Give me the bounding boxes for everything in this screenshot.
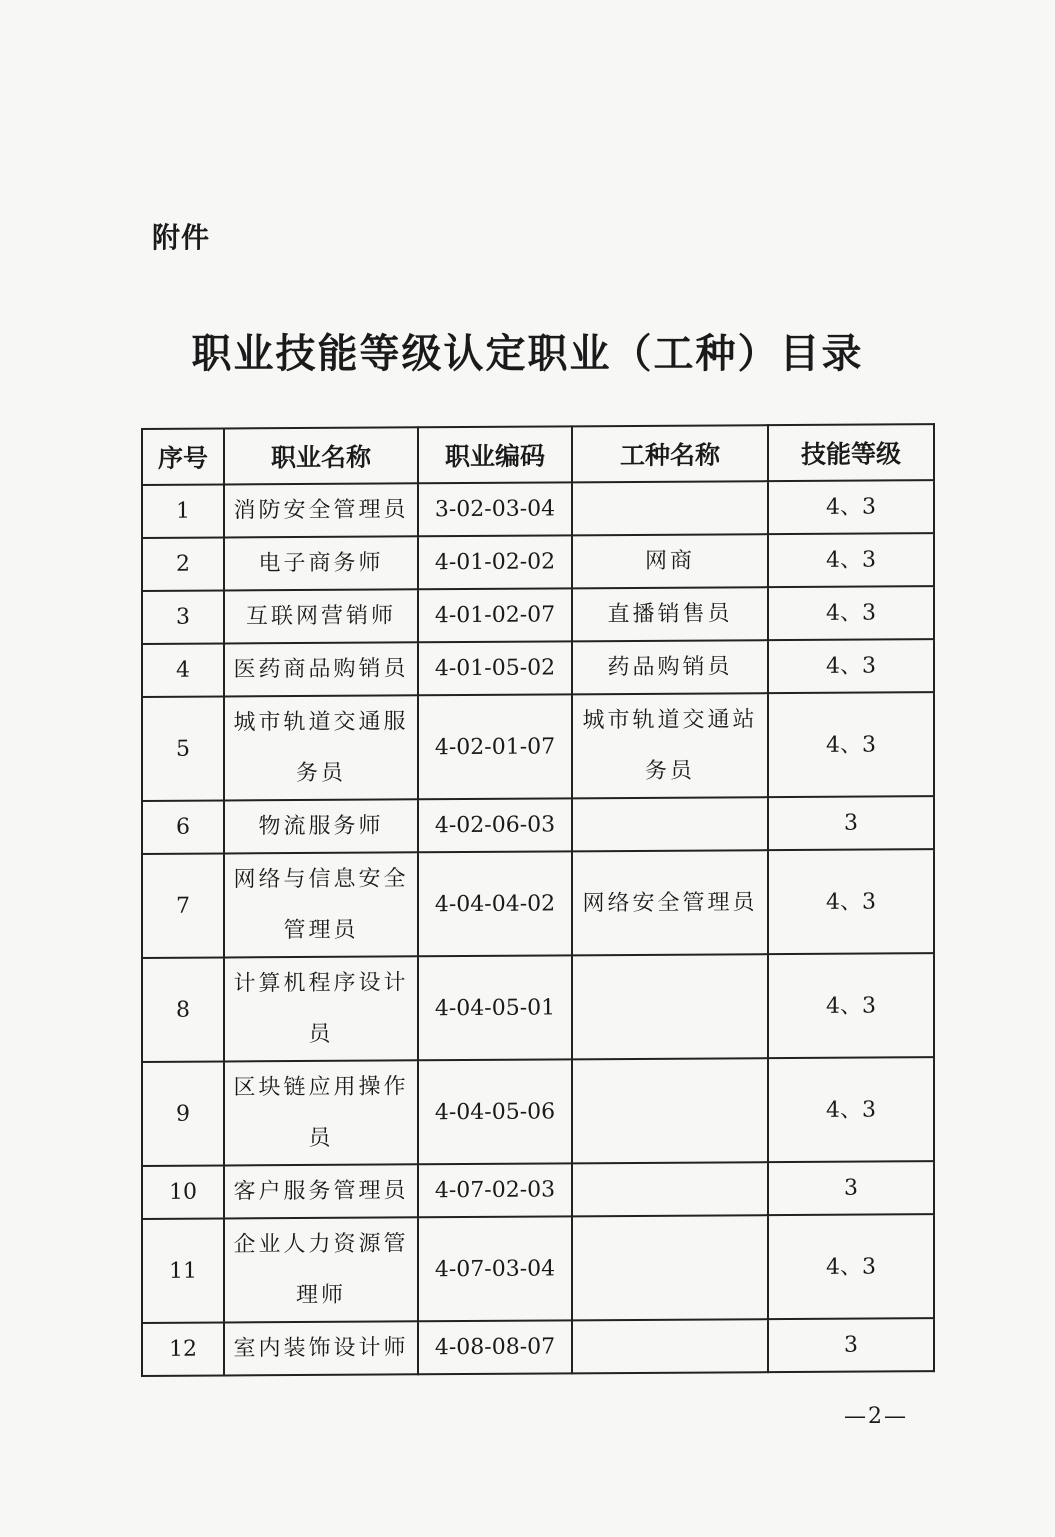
cell-code: 4-07-02-03 bbox=[418, 1163, 572, 1217]
cell-seq: 6 bbox=[142, 800, 224, 854]
cell-occupation: 互联网营销师 bbox=[224, 589, 418, 643]
cell-code: 4-07-03-04 bbox=[418, 1216, 572, 1321]
cell-code: 4-01-05-02 bbox=[418, 641, 572, 695]
table-row bbox=[142, 1057, 934, 1166]
cell-seq: 11 bbox=[142, 1218, 224, 1323]
table-row bbox=[142, 692, 934, 801]
cell-work-type bbox=[572, 1058, 768, 1163]
page-number: —2— bbox=[844, 1404, 908, 1429]
cell-occupation: 区块链应用操作员 bbox=[224, 1060, 418, 1165]
cell-level: 4、3 bbox=[768, 533, 934, 587]
cell-level: 3 bbox=[768, 1318, 934, 1372]
cell-occupation: 客户服务管理员 bbox=[224, 1164, 418, 1218]
table-row bbox=[142, 1214, 934, 1323]
table-row bbox=[142, 586, 934, 644]
table-header-row bbox=[142, 424, 934, 485]
cell-work-type bbox=[572, 1319, 768, 1373]
cell-code: 4-01-02-07 bbox=[418, 588, 572, 642]
cell-level: 3 bbox=[768, 796, 934, 850]
table-row bbox=[142, 480, 934, 538]
cell-occupation: 电子商务师 bbox=[224, 536, 418, 590]
cell-seq: 9 bbox=[142, 1061, 224, 1166]
cell-seq: 7 bbox=[142, 853, 224, 958]
cell-level: 4、3 bbox=[768, 480, 934, 534]
cell-occupation: 医药商品购销员 bbox=[224, 642, 418, 696]
cell-seq: 3 bbox=[142, 590, 224, 644]
occupation-catalog-table bbox=[141, 423, 935, 1377]
cell-level: 4、3 bbox=[768, 639, 934, 693]
table-row bbox=[142, 849, 934, 958]
cell-work-type: 城市轨道交通站务员 bbox=[572, 693, 768, 798]
cell-seq: 5 bbox=[142, 696, 224, 801]
document-title: 职业技能等级认定职业（工种）目录 bbox=[191, 331, 864, 377]
cell-occupation: 企业人力资源管理师 bbox=[224, 1217, 418, 1322]
cell-work-type bbox=[572, 481, 768, 535]
cell-work-type bbox=[572, 1162, 768, 1216]
cell-work-type: 直播销售员 bbox=[572, 587, 768, 641]
cell-occupation: 物流服务师 bbox=[224, 799, 418, 853]
cell-work-type bbox=[572, 797, 768, 851]
cell-seq: 10 bbox=[142, 1165, 224, 1219]
cell-code: 4-04-04-02 bbox=[418, 851, 572, 956]
table-row bbox=[142, 639, 934, 697]
cell-occupation: 消防安全管理员 bbox=[224, 483, 418, 537]
cell-level: 4、3 bbox=[768, 1057, 934, 1162]
header-seq: 序号 bbox=[142, 428, 224, 485]
cell-work-type: 网络安全管理员 bbox=[572, 850, 768, 955]
cell-code: 4-02-06-03 bbox=[418, 798, 572, 852]
cell-work-type: 网商 bbox=[572, 534, 768, 588]
cell-work-type bbox=[572, 1215, 768, 1320]
cell-level: 4、3 bbox=[768, 586, 934, 640]
cell-code: 3-02-03-04 bbox=[418, 482, 572, 536]
cell-code: 4-02-01-07 bbox=[418, 694, 572, 799]
cell-occupation: 城市轨道交通服务员 bbox=[224, 695, 418, 800]
header-level: 技能等级 bbox=[768, 424, 934, 481]
cell-code: 4-01-02-02 bbox=[418, 535, 572, 589]
table-row bbox=[142, 953, 934, 1062]
cell-code: 4-08-08-07 bbox=[418, 1320, 572, 1374]
cell-occupation: 室内装饰设计师 bbox=[224, 1321, 418, 1375]
cell-level: 4、3 bbox=[768, 1214, 934, 1319]
table-row bbox=[142, 1161, 934, 1219]
table-row bbox=[142, 533, 934, 591]
cell-level: 4、3 bbox=[768, 953, 934, 1058]
cell-level: 4、3 bbox=[768, 849, 934, 954]
cell-seq: 8 bbox=[142, 957, 224, 1062]
attachment-label: 附件 bbox=[152, 221, 211, 254]
header-occupation: 职业名称 bbox=[224, 427, 418, 484]
cell-seq: 12 bbox=[142, 1322, 224, 1376]
table-row bbox=[142, 1318, 934, 1376]
header-code: 职业编码 bbox=[418, 426, 572, 483]
table-row bbox=[142, 796, 934, 854]
cell-level: 3 bbox=[768, 1161, 934, 1215]
cell-occupation: 网络与信息安全管理员 bbox=[224, 852, 418, 957]
cell-seq: 4 bbox=[142, 643, 224, 697]
cell-level: 4、3 bbox=[768, 692, 934, 797]
cell-work-type bbox=[572, 954, 768, 1059]
cell-seq: 2 bbox=[142, 537, 224, 591]
header-work-type: 工种名称 bbox=[572, 425, 768, 482]
cell-code: 4-04-05-01 bbox=[418, 955, 572, 1060]
cell-code: 4-04-05-06 bbox=[418, 1059, 572, 1164]
cell-work-type: 药品购销员 bbox=[572, 640, 768, 694]
cell-occupation: 计算机程序设计员 bbox=[224, 956, 418, 1061]
cell-seq: 1 bbox=[142, 484, 224, 538]
